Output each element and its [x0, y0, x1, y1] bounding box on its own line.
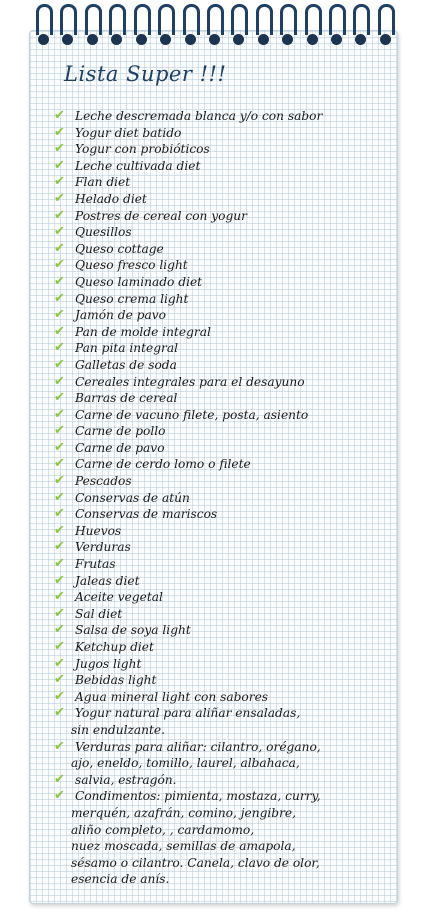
list-item-text: Jaleas diet: [75, 573, 140, 588]
list-item: [54, 456, 389, 473]
list-item-line: sin endulzante.: [71, 722, 166, 737]
list-item: [54, 423, 389, 440]
list-item-line: aliño completo, , cardamomo,: [71, 822, 255, 837]
list-item-text: Huevos: [75, 523, 122, 538]
list-item: [54, 241, 389, 258]
checkmark-icon: ✔: [54, 174, 65, 190]
checkmark-icon: ✔: [54, 423, 65, 439]
list-item: [54, 125, 389, 142]
spiral-ring-icon: [351, 0, 369, 50]
list-item: [54, 622, 389, 639]
list-item: [54, 340, 389, 357]
checkmark-icon: ✔: [54, 672, 65, 688]
list-item-line: ajo, eneldo, tomillo, laurel, albahaca,: [71, 756, 300, 771]
list-item: [54, 788, 389, 888]
list-item-text: Jamón de pavo: [75, 308, 166, 323]
list-item-line: Verduras para aliñar: cilantro, orégano,: [75, 739, 321, 754]
checkmark-icon: ✔: [54, 124, 65, 140]
checkmark-icon: ✔: [54, 190, 65, 206]
list-item-text: Carne de cerdo lomo o filete: [75, 457, 251, 472]
list-item-text: Flan diet: [75, 175, 131, 190]
checkmark-icon: ✔: [54, 622, 65, 638]
spiral-ring-icon: [107, 0, 125, 50]
list-item-text: Aceite vegetal: [75, 590, 163, 605]
list-item: [54, 274, 389, 291]
checkmark-icon: ✔: [54, 705, 65, 721]
list-item-text: Conservas de mariscos: [75, 507, 218, 522]
list-item-text: Queso crema light: [75, 291, 189, 306]
checkmark-icon: ✔: [54, 307, 65, 323]
checkmark-icon: ✔: [54, 489, 65, 505]
list-item: [54, 224, 389, 241]
list-item: [54, 174, 389, 191]
checkmark-icon: ✔: [54, 290, 65, 306]
spiral-binding: [34, 0, 394, 50]
list-item: [54, 158, 389, 175]
checkmark-icon: ✔: [54, 340, 65, 356]
list-item-line: Condimentos: pimienta, mostaza, curry,: [75, 789, 321, 804]
spiral-ring-icon: [303, 0, 321, 50]
list-item: [54, 506, 389, 523]
spiral-ring-icon: [156, 0, 174, 50]
checkmark-icon: ✔: [54, 771, 65, 787]
list-item: [54, 390, 389, 407]
list-item-text: Helado diet: [75, 191, 147, 206]
checkmark-icon: ✔: [54, 224, 65, 240]
list-item-text: Pan pita integral: [75, 341, 179, 356]
list-item: [54, 108, 389, 125]
checkmark-icon: ✔: [54, 257, 65, 273]
checkmark-icon: ✔: [54, 406, 65, 422]
list-item-text: Leche descremada blanca y/o con sabor: [75, 109, 323, 123]
list-item-text: Barras de cereal: [75, 391, 178, 406]
checkmark-icon: ✔: [54, 439, 65, 455]
spiral-ring-icon: [181, 0, 199, 50]
list-item-line: esencia de anís.: [71, 872, 170, 887]
list-item: [54, 374, 389, 391]
list-item-text: Queso fresco light: [75, 258, 188, 273]
list-item-text: Conservas de atún: [75, 490, 190, 505]
list-item: [54, 639, 389, 656]
list-item-text: Pescados: [75, 474, 132, 489]
checkmark-icon: ✔: [54, 390, 65, 406]
checkmark-icon: ✔: [54, 240, 65, 256]
list-item: [54, 656, 389, 673]
list-title: Lista Super !!!: [64, 62, 227, 86]
list-item-text: Agua mineral light con sabores: [75, 689, 269, 704]
checkmark-icon: ✔: [54, 572, 65, 588]
checkmark-icon: ✔: [54, 522, 65, 538]
checkmark-icon: ✔: [54, 373, 65, 389]
list-item: [54, 689, 389, 706]
list-item-line: nuez moscada, semillas de amapola,: [71, 839, 296, 854]
list-item-text: Jugos light: [75, 656, 142, 671]
checkmark-icon: ✔: [54, 473, 65, 489]
list-item: [54, 440, 389, 457]
checkmark-icon: ✔: [54, 157, 65, 173]
list-item-text: Sal diet: [75, 606, 123, 621]
list-item: [54, 407, 389, 424]
checkmark-icon: ✔: [54, 655, 65, 671]
list-item-line: Yogur natural para aliñar ensaladas,: [75, 706, 301, 721]
list-item-text: Yogur diet batido: [75, 125, 182, 140]
list-item-text: Quesillos: [75, 225, 132, 240]
checkmark-icon: ✔: [54, 273, 65, 289]
list-item: [54, 208, 389, 225]
list-item-text: Salsa de soya light: [75, 623, 191, 638]
list-item: [54, 573, 389, 590]
checkmark-icon: ✔: [54, 589, 65, 605]
spiral-ring-icon: [229, 0, 247, 50]
checkmark-icon: ✔: [54, 506, 65, 522]
spiral-ring-icon: [205, 0, 223, 50]
checkmark-icon: ✔: [54, 456, 65, 472]
list-item-text: Frutas: [75, 557, 116, 572]
list-item: [54, 291, 389, 308]
list-item: [54, 324, 389, 341]
checkmark-icon: ✔: [54, 639, 65, 654]
checkmark-icon: ✔: [54, 605, 65, 621]
list-item: [54, 672, 389, 689]
list-item-text: Queso laminado diet: [75, 274, 203, 289]
list-item: [54, 589, 389, 606]
spiral-ring-icon: [278, 0, 296, 50]
list-item: [54, 490, 389, 507]
list-item-text: Galletas de soda: [75, 357, 177, 372]
list-item: [54, 357, 389, 374]
checkmark-icon: ✔: [54, 323, 65, 339]
spiral-ring-icon: [132, 0, 150, 50]
list-item: [54, 141, 389, 158]
spiral-ring-icon: [34, 0, 52, 50]
spiral-ring-icon: [327, 0, 345, 50]
list-item-line: sésamo o cilantro. Canela, clavo de olor,: [71, 855, 320, 870]
list-item: [54, 257, 389, 274]
checkmark-icon: ✔: [54, 356, 65, 372]
list-item-line: merquén, azafrán, comino, jengibre,: [71, 805, 297, 820]
list-item-line: salvia, estragón.: [75, 772, 177, 787]
list-item: [54, 307, 389, 324]
list-item-text: Postres de cereal con yogur: [75, 208, 247, 223]
list-item-text: Pan de molde integral: [75, 324, 211, 339]
list-item-text: Carne de pollo: [75, 424, 166, 439]
list-item-text: Bebidas light: [75, 673, 157, 688]
checkmark-icon: ✔: [54, 738, 65, 754]
checkmark-icon: ✔: [54, 141, 65, 157]
checkmark-icon: ✔: [54, 556, 65, 572]
list-item-text: Cereales integrales para el desayuno: [75, 374, 305, 389]
list-item-text: Carne de vacuno filete, posta, asiento: [75, 407, 309, 422]
list-item: [54, 772, 389, 789]
checkmark-icon: ✔: [54, 108, 65, 123]
list-item-text: Yogur con probióticos: [75, 142, 210, 157]
list-item: [54, 523, 389, 540]
spiral-ring-icon: [376, 0, 394, 50]
list-item: [54, 191, 389, 208]
checkmark-icon: ✔: [54, 688, 65, 704]
list-item: [54, 556, 389, 573]
list-item-text: Queso cottage: [75, 241, 164, 256]
list-item-text: Carne de pavo: [75, 440, 165, 455]
list-item-text: Leche cultivada diet: [75, 158, 201, 173]
spiral-ring-icon: [58, 0, 76, 50]
spiral-ring-icon: [254, 0, 272, 50]
checkmark-icon: ✔: [54, 788, 65, 804]
checkmark-icon: ✔: [54, 539, 65, 555]
spiral-ring-icon: [83, 0, 101, 50]
list-item-text: Verduras: [75, 540, 131, 555]
shopping-list: [54, 108, 389, 888]
list-item-text: Ketchup diet: [75, 640, 154, 654]
list-item: [54, 539, 389, 556]
list-item: [54, 473, 389, 490]
checkmark-icon: ✔: [54, 207, 65, 223]
list-item: [54, 606, 389, 623]
list-item: [54, 705, 389, 738]
list-item: [54, 739, 389, 772]
